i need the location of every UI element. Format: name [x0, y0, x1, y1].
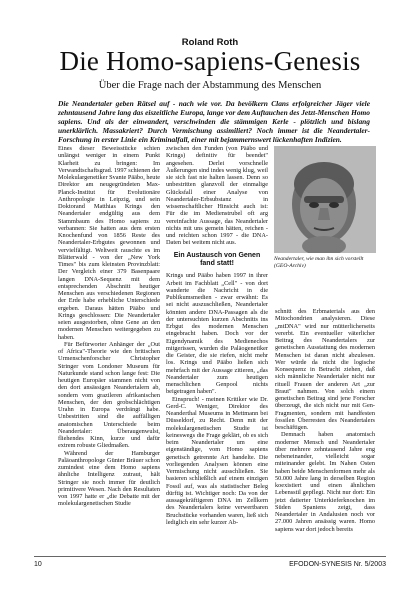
paragraph: zwischen den Funden (von Pääbo und Krings) definitiv für beendet" angesehen. Derlei vorschnelle Äußerungen sind indes wenig klug, weil sie sich fast nie halten lassen. Denn so unbestritten glanzvoll der einmalige Glücksfall einer Analyse von Neandertaler-Erbsubstanz in wissenschaftlicher Hinsicht auch ist: Für die im Medienstrubel oft arg vereinfachte Aussage, das Neandertaler nichts mit uns gemein hätten, reichen - und reichten schon 1997 - die DNA-Daten bei weitem nicht aus.	[166, 145, 268, 247]
image-caption: Neandertaler, wie man ihn sich vorstellt (GEO-Archiv)	[274, 256, 364, 269]
paragraph: Für Befürworter Anhänger der „Out of Africa"-Theorie wie den britischen Urmenschenforscher Christopher Stringer vom Londoner Museum für Naturkunde stand schon lange fest: Die heutigen Europäer stammen nicht von den dort ansässigen Neandertalern ab, sondern vom grazileren afrikanischen Menschen, der den grobschlächtigen Urahn in Europa verdrängt habe. Unbestritten sind die auffälligen anatomischen Unterschiede beim Neandertaler: Überaugenwulst, fliehendes Kinn, kurze und dafür extrem robuste Gliedmaßen.	[58, 340, 160, 450]
paragraph: Eines dieser Beweisstücke schien unlängst weniger in einem Punkt Klarheit zu bringen: Im Verwandtschaftsgrad. 1997 schienen der Molekulargenetiker Svante Pääbo, heute Direktor am neugegründeten Max-Planck-Institut für Evolutionäre Anthropologie in Leipzig, und sein Doktorand Matthias Krings den Neandertaler endgültig aus dem Stammbaum des Homo sapiens zu verbannen: Sie hatten aus dem ersten Knochenfund von 1856 Reste des Neandertaler-Erbgutes gewonnen und vervielfältigt. Weltweit rauschte es im Blätterwald - von der „New York Times" bis zum kleinsten Provinzblatt: Der Vergleich einer 379 Basenpaare langen DNA-Sequenz mit dem entsprechenden Abschnitt heutiger Menschen aus verschiedenen Regionen der Erde habe erhebliche Unterschiede ergeben. Daraus hätten Pääbo und Krings geschlossen: Die Neandertaler seien ausgestorben, ohne Gene an den modernen Menschen weitergegeben zu haben.	[58, 145, 161, 341]
paragraph: schnitt des Erbmaterials aus den Mitochondrien analysieren. Diese „mtDNA" wird nur mütterlicherseits vererbt. Ein eventueller väterlicher Beitrag des Neandertalers zur genetischen Ausstattung des modernen Menschen ist daran nicht abzulesen. Wer würde da nicht die logische Konsequenz in Betracht ziehen, daß sich männliche Neandertaler nicht nur rituell Frauen der anderen Art „zur Braut" nahmen. Von solch einem genetischen Beitrag sind jene Forscher überzeugt, die sich nicht nur mit Gen-Fragmenten, sondern mit handfesten fossilen Überresten des Neandertalers beschäftigen.	[275, 308, 375, 431]
article-title: Die Homo-sapiens-Genesis	[59, 46, 361, 76]
paragraph: Einspruch! - meinen Kritiker wie Dr. Gerd-C. Weniger, Direktor des Neanderthal Museums in Mettmann bei Düsseldorf, zu Recht. Denn mit der molekulargenetischen Studie ist keineswegs die Frage geklärt, ob es sich beim Neandertaler um eine eigenständige, vom Homo sapiens genetisch getrennte Art handelte. Die vorliegenden Analysen können eine Vermischung nicht ausschließen. Sie basieren schließlich auf einem einzigen Fossil auf, was als statistischer Beleg dürftig ist. Wichtiger noch: Da von der aussagekräftigeren DNA im Zellkern des Neandertalers keine verwertbaren Bruchstücke vorhanden waren, ließ sich lediglich ein sehr kurzer Ab-	[166, 395, 268, 526]
paragraph: Demnach haben anatomisch moderner Mensch und Neandertaler über mehrere zehntausend Jahre eng nebeneinander, vielleicht sogar miteinander gelebt. Im Nahen Osten haben beide Menschenformen mehr als 50.000 Jahre lang in derselben Region koexistiert und einen ähnlichen Lebensstil gepflegt. Nicht nur dort: Ein jetzt datierter Unterkieferknochen im Süden Spaniens zeigt, dass Neandertaler in Andalusien noch vor 27.000 Jahren ansässig waren. Homo sapiens war dort jedoch bereits	[275, 431, 375, 533]
author-name: Roland Roth	[181, 37, 239, 48]
neanderthal-photo	[274, 146, 376, 253]
page-number: 10	[34, 561, 42, 568]
neanderthal-face-illustration	[274, 146, 376, 253]
section-heading: Ein Austausch von Genen fand statt!	[173, 251, 261, 267]
column-3	[275, 308, 375, 533]
lead-paragraph: Die Neandertaler geben Rätsel auf - nach wie vor. Da bevölkern Clans erfolgreicher Jäger viele zehntausend Jahre lang das eiszeitliche Europa, lange vor dem Auftauchen des Jetzt-Menschen Homo sapiens. Und als der einwandert, verschwinden die stämmigen Kerle - plötzlich und bislang unerklärlich. Massakriert? Durch Vermischung assimiliert? Noch immer ist die Neandertaler-Forschung in erster Linie ein Kriminalfall, einer mit bejammernswert lückenhaften Indizien.	[58, 99, 371, 144]
issue-label: EFODON-SYNESIS Nr. 5/2003	[289, 561, 386, 568]
column-2	[166, 145, 268, 526]
paragraph: Während der Hamburger Paläoanthropologe Günter Bräuer schon zumindest eine dem Homo sapiens ähnliche Intelligenz zutraut, hält Stringer sie noch immer für deutlich primitivere Wesen. Nach den Resultaten von 1997 hatte er „die Debatte mit der molekulargenetischen Studie	[58, 449, 160, 508]
paragraph: Krings und Pääbo haben 1997 in ihrer Arbeit im Fachblatt „Cell" - von dort wanderte die Nachricht in die Publikumsmedien - zwar erwähnt: Es sei nicht auszuschließen, Neandertaler könnten andere DNA-Passagen als die der untersuchten kurzen Abschnitts ins Erbgut des modernen Menschen eingebracht haben. Doch vor der Eigendynamik des Medienechos mitgerissen, wurden die Paläogenetiker die Geister, die sie riefen, nicht mehr los. Krings und Pääbo ließen sich mehrfach mit der Aussage zitieren, „das Neandertaler zum heutigen menschlichen Genpool nichts beigetragen haben".	[166, 272, 268, 396]
article-subtitle: Über die Frage nach der Abstammung des Menschen	[98, 80, 322, 91]
footer-divider	[34, 556, 386, 557]
column-1	[58, 145, 160, 508]
